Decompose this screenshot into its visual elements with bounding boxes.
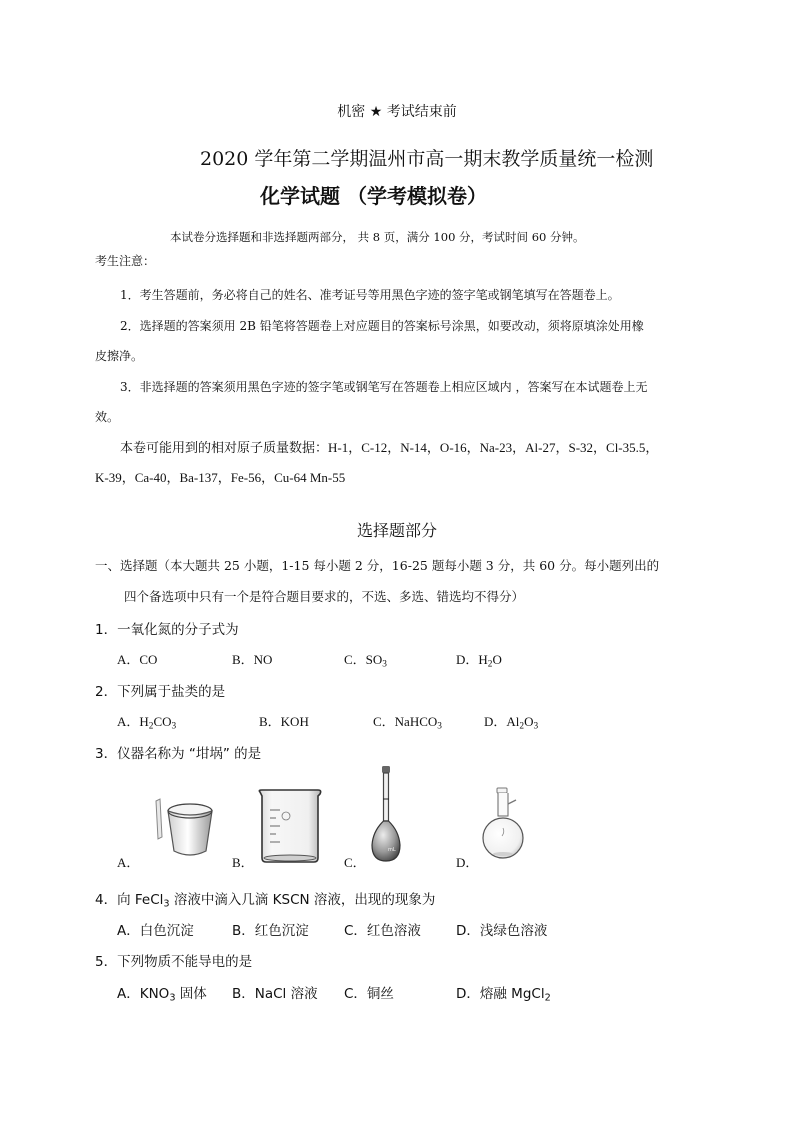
question-1-option-c: C．$SO_3$ [344,652,387,670]
question-1-option-d: D．$H_2O$ [456,652,502,670]
round-bottom-flask-image [480,786,526,864]
question-5-stem: 5．下列物质不能导电的是 [95,954,253,970]
exam-subtitle: 化学试题 （学考模拟卷） [260,184,487,208]
notice-item-2-line-1: 2．选择题的答案须用 2B 铅笔将答题卷上对应题目的答案标号涂黑，如要改动，须将原填涂处用橡 [120,319,644,333]
notice-heading: 考生注意： [95,254,156,268]
confidential-mark: 机密 ★ 考试结束前 [337,104,457,120]
notice-item-3-line-1: 3．非选择题的答案须用黑色字迹的签字笔或钢笔写在答题卷上相应区域内 ，答案写在本试题卷上无 [120,380,648,394]
question-4-option-b: B．红色沉淀 [232,923,309,939]
question-3-stem: 3．仪器名称为 “坩埚” 的是 [95,746,262,762]
question-5-option-d: D．熔融 MgCl$_2$ [456,986,551,1004]
crucible-image [146,797,216,861]
question-3-option-b: B． [232,855,254,870]
question-1-option-a: A．CO [117,652,158,667]
question-4-option-d: D．浅绿色溶液 [456,923,548,939]
question-1-option-b: B．NO [232,652,273,667]
question-1-stem: 1．一氧化氮的分子式为 [95,622,239,638]
question-2-option-d: D．$Al_2O_3$ [484,714,539,732]
question-4-option-a: A．白色沉淀 [117,923,194,939]
notice-item-1: 1．考生答题前，务必将自己的姓名、准考证号等用黑色字迹的签字笔或钢笔填写在答题卷上。 [120,288,620,302]
atomic-masses-line-2: K-39，Ca-40，Ba-137，Fe-56，Cu-64 Mn-55 [95,470,346,485]
atomic-masses-line-1: 本卷可能用到的相对原子质量数据：H-1，C-12，N-14，O-16，Na-23，Al-27，S-32，Cl-35.5， [120,440,659,455]
question-3-option-a: A． [117,855,140,870]
question-5-option-a: A．$KNO_3$ 固体 [117,986,207,1004]
question-3-option-d: D． [456,855,479,870]
section-title: 选择题部分 [356,521,437,540]
volumetric-flask-image [369,765,403,865]
exam-title: 2020 学年第二学期温州市高一期末教学质量统一检测 [200,148,654,170]
section-instruction-line-2: 四个备选项中只有一个是符合题目要求的，不选、多选、错选均不得分） [124,589,525,604]
exam-intro: 本试卷分选择题和非选择题两部分， 共 8 页，满分 100 分，考试时间 60 分钟。 [170,230,585,244]
notice-item-2-line-2: 皮擦净。 [95,349,144,363]
question-4-stem: 4．向 FeCl$_3$ 溶液中滴入几滴 KSCN 溶液，出现的现象为 [95,892,436,910]
question-5-option-c: C．铜丝 [344,986,394,1002]
question-2-stem: 2．下列属于盐类的是 [95,684,226,700]
section-instruction-line-1: 一、选择题（本大题共 25 小题，1-15 每小题 2 分，16-25 题每小题 3 分，共 60 分。每小题列出的 [95,558,660,573]
notice-item-3-line-2: 效。 [95,410,120,424]
question-2-option-b: B．KOH [259,714,309,729]
question-3-option-c: C． [344,855,366,870]
question-4-option-c: C．红色溶液 [344,923,421,939]
question-5-option-b: B．NaCl 溶液 [232,986,318,1002]
question-2-option-c: C．NaHCO$_3$ [373,714,442,732]
question-2-option-a: A．$H_2CO_3$ [117,714,177,732]
beaker-image [256,788,324,864]
svg-text:mL: mL [388,847,396,853]
